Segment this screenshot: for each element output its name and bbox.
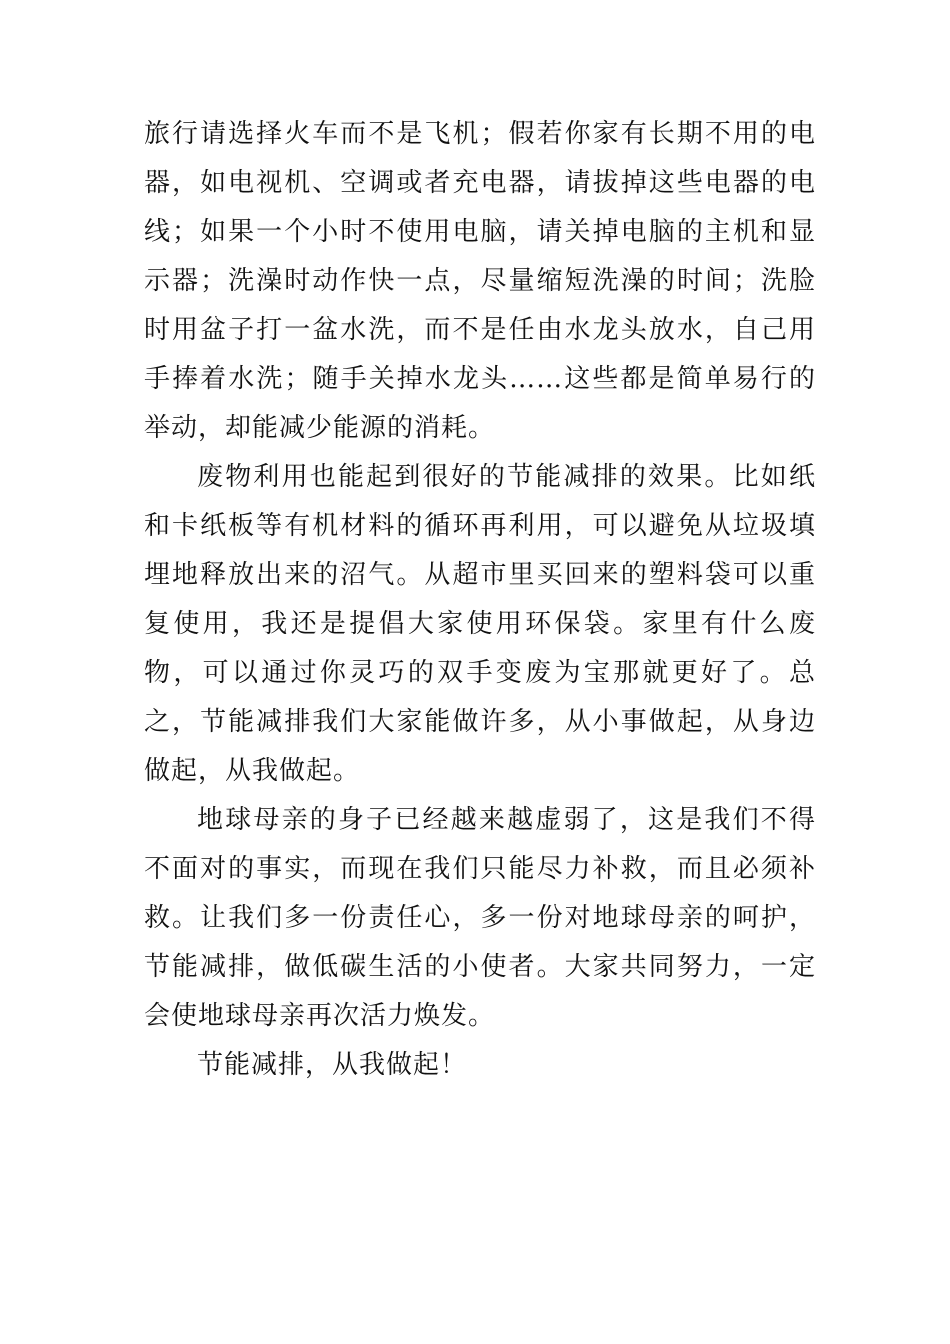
document-body (144, 110, 816, 1090)
paragraph-closing-slogan: 节能减排，从我做起！ (197, 1050, 468, 1080)
paragraph-waste-reuse: 废物利用也能起到很好的节能减排的效果。比如纸和卡纸板等有机材料的循环再利用，可以避免从垃圾填埋地释放出来的沼气。从超市里买回来的塑料袋可以重复使用，我还是提倡大家使用环保袋。家里有什么废物，可以通过你灵巧的双手变废为宝那就更好了。总之，节能减排我们大家能做许多，从小事做起，从身边做起，从我做起。 (144, 462, 816, 786)
paragraph-energy-saving-habits: 旅行请选择火车而不是飞机；假若你家有长期不用的电器，如电视机、空调或者充电器，请拔掉这些电器的电线；如果一个小时不使用电脑，请关掉电脑的主机和显示器；洗澡时动作快一点，尽量缩短洗澡的时间；洗脸时用盆子打一盆水洗，而不是任由水龙头放水，自己用手捧着水洗；随手关掉水龙头……这些都是简单易行的举动，却能减少能源的消耗。 (144, 119, 816, 443)
paragraph-earth-mother: 地球母亲的身子已经越来越虚弱了，这是我们不得不面对的事实，而现在我们只能尽力补救，而且必须补救。让我们多一份责任心，多一份对地球母亲的呵护，节能减排，做低碳生活的小使者。大家共同努力，一定会使地球母亲再次活力焕发。 (144, 805, 816, 1031)
